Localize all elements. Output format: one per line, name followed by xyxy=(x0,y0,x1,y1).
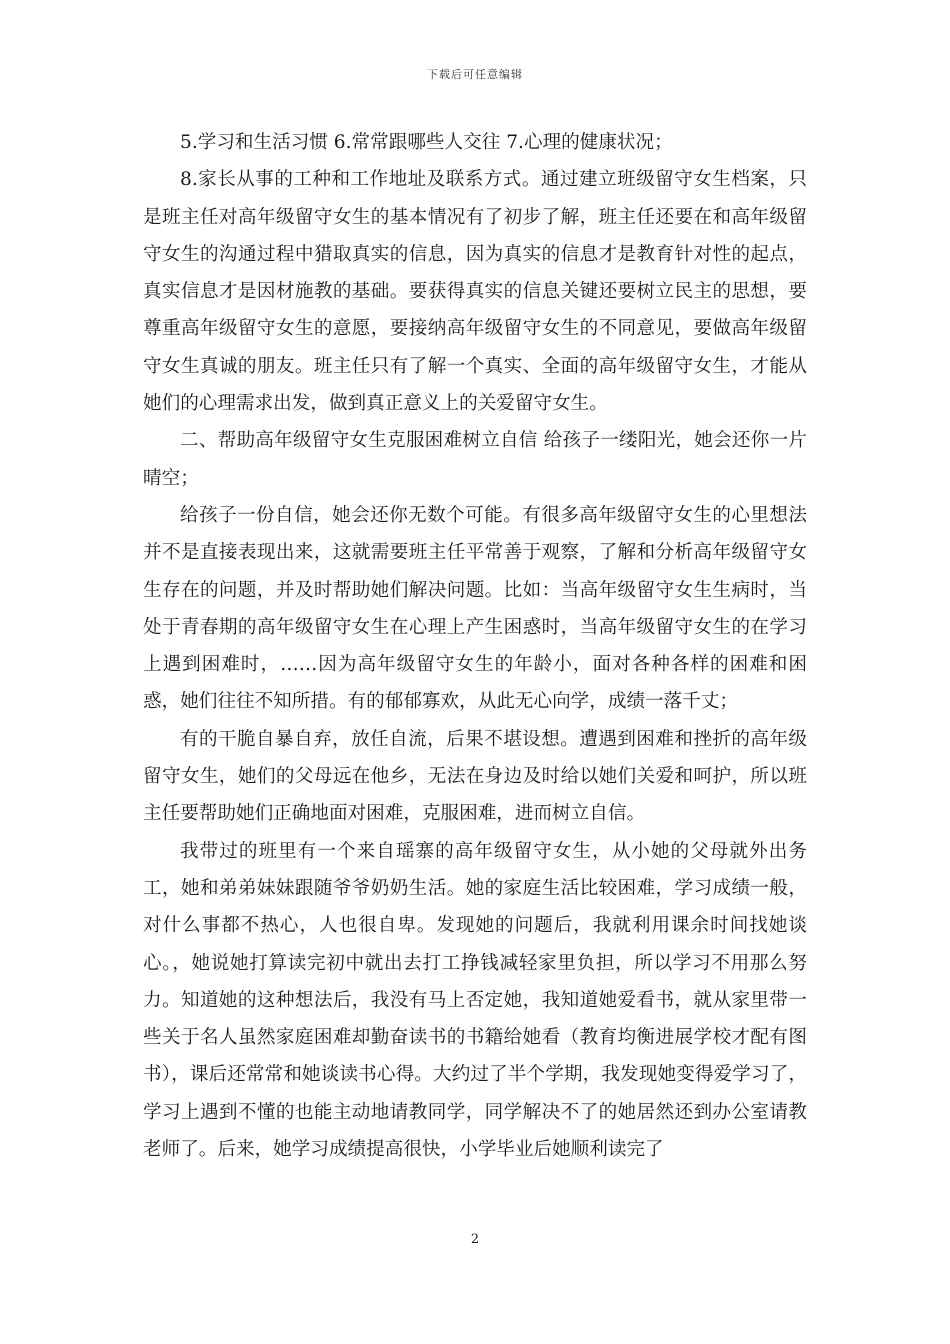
paragraph-3: 二、帮助高年级留守女生克服困难树立自信 给孩子一缕阳光，她会还你一片晴空； xyxy=(143,430,807,489)
paragraph-5: 有的干脆自暴自弃，放任自流，后果不堪设想。遭遇到困难和挫折的高年级留守女生，她们的父母远在他乡，无法在身边及时给以她们关爱和呵护，所以班主任要帮助她们正确地面对困难，克服困难，进而树立自信。 xyxy=(143,728,807,825)
document-body xyxy=(143,124,807,1168)
paragraph-6: 我带过的班里有一个来自瑶寨的高年级留守女生，从小她的父母就外出务工，她和弟弟妹妹跟随爷爷奶奶生活。她的家庭生活比较困难，学习成绩一般，对什么事都不热心，人也很自卑。发现她的问题后，我就利用课余时间找她谈心。，她说她打算读完初中就出去打工挣钱减轻家里负担，所以学习不用那么努力。知道她的这种想法后，我没有马上否定她，我知道她爱看书，就从家里带一些关于名人虽然家庭困难却勤奋读书的书籍给她看（教育均衡进展学校才配有图书），课后还常常和她谈读书心得。大约过了半个学期，我发现她变得爱学习了，学习上遇到不懂的也能主动地请教同学，同学解决不了的她居然还到办公室请教老师了。后来，她学习成绩提高很快，小学毕业后她顺利读完了 xyxy=(143,840,807,1161)
page-number: 2 xyxy=(470,1232,480,1247)
paragraph-1: 5.学习和生活习惯 6.常常跟哪些人交往 7.心理的健康状况； xyxy=(180,132,673,153)
paragraph-2: 8.家长从事的工种和工作地址及联系方式。通过建立班级留守女生档案，只是班主任对高年级留守女生的基本情况有了初步了解，班主任还要在和高年级留守女生的沟通过程中猎取真实的信息，因为真实的信息才是教育针对性的起点，真实信息才是因材施教的基础。要获得真实的信息关键还要树立民主的思想，要尊重高年级留守女生的意愿，要接纳高年级留守女生的不同意见，要做高年级留守女生真诚的朋友。班主任只有了解一个真实、全面的高年级留守女生，才能从她们的心理需求出发，做到真正意义上的关爱留守女生。 xyxy=(143,169,807,415)
paragraph-4: 给孩子一份自信，她会还你无数个可能。有很多高年级留守女生的心里想法并不是直接表现出来，这就需要班主任平常善于观察，了解和分析高年级留守女生存在的问题，并及时帮助她们解决问题。比如：当高年级留守女生生病时，当处于青春期的高年级留守女生在心理上产生困惑时，当高年级留守女生的在学习上遇到困难时，……因为高年级留守女生的年龄小，面对各种各样的困难和困惑，她们往往不知所措。有的郁郁寡欢，从此无心向学，成绩一落千丈； xyxy=(143,504,807,713)
page-header: 下载后可任意编辑 xyxy=(427,68,523,81)
